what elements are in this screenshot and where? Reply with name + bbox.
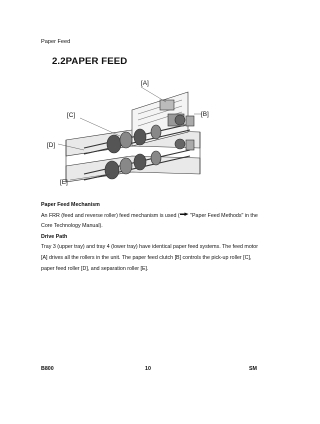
callout-paper-feed-roller: [D] bbox=[47, 142, 56, 149]
mechanism-text-end: "Paper Feed Methods" in the Core Technology Manual). bbox=[41, 212, 258, 230]
footer-page-number: 10 bbox=[145, 366, 151, 372]
mechanism-text-start: An FRR (feed and reverse roller) feed mechanism is used ( bbox=[41, 212, 180, 219]
paper-feed-diagram bbox=[40, 74, 240, 194]
footer-model: B800 bbox=[41, 366, 54, 372]
paper-feed-mechanism-illustration bbox=[40, 74, 240, 194]
section-title: 2.2PAPER FEED bbox=[52, 56, 128, 67]
mechanism-heading: Paper Feed Mechanism bbox=[41, 202, 100, 208]
callout-pick-up-roller: [C] bbox=[67, 112, 76, 119]
footer-manual-code: SM bbox=[249, 366, 257, 372]
drive-path-paragraph: Tray 3 (upper tray) and tray 4 (lower tray) have identical paper feed systems. The feed motor [A] drives all the rollers in the unit. The paper feed clutch [B] controls the pick-up roller [C], paper feed roller [D], and separation roller [E]. bbox=[41, 244, 258, 272]
callout-paper-feed-clutch: [B] bbox=[201, 111, 209, 118]
pointing-hand-icon bbox=[180, 212, 189, 217]
mechanism-paragraph bbox=[41, 211, 263, 232]
drive-path-heading: Drive Path bbox=[41, 233, 68, 240]
callout-feed-motor: [A] bbox=[141, 80, 149, 87]
running-header: Paper Feed bbox=[41, 39, 71, 45]
body-text bbox=[41, 200, 263, 274]
callout-separation-roller: [E] bbox=[60, 179, 68, 186]
